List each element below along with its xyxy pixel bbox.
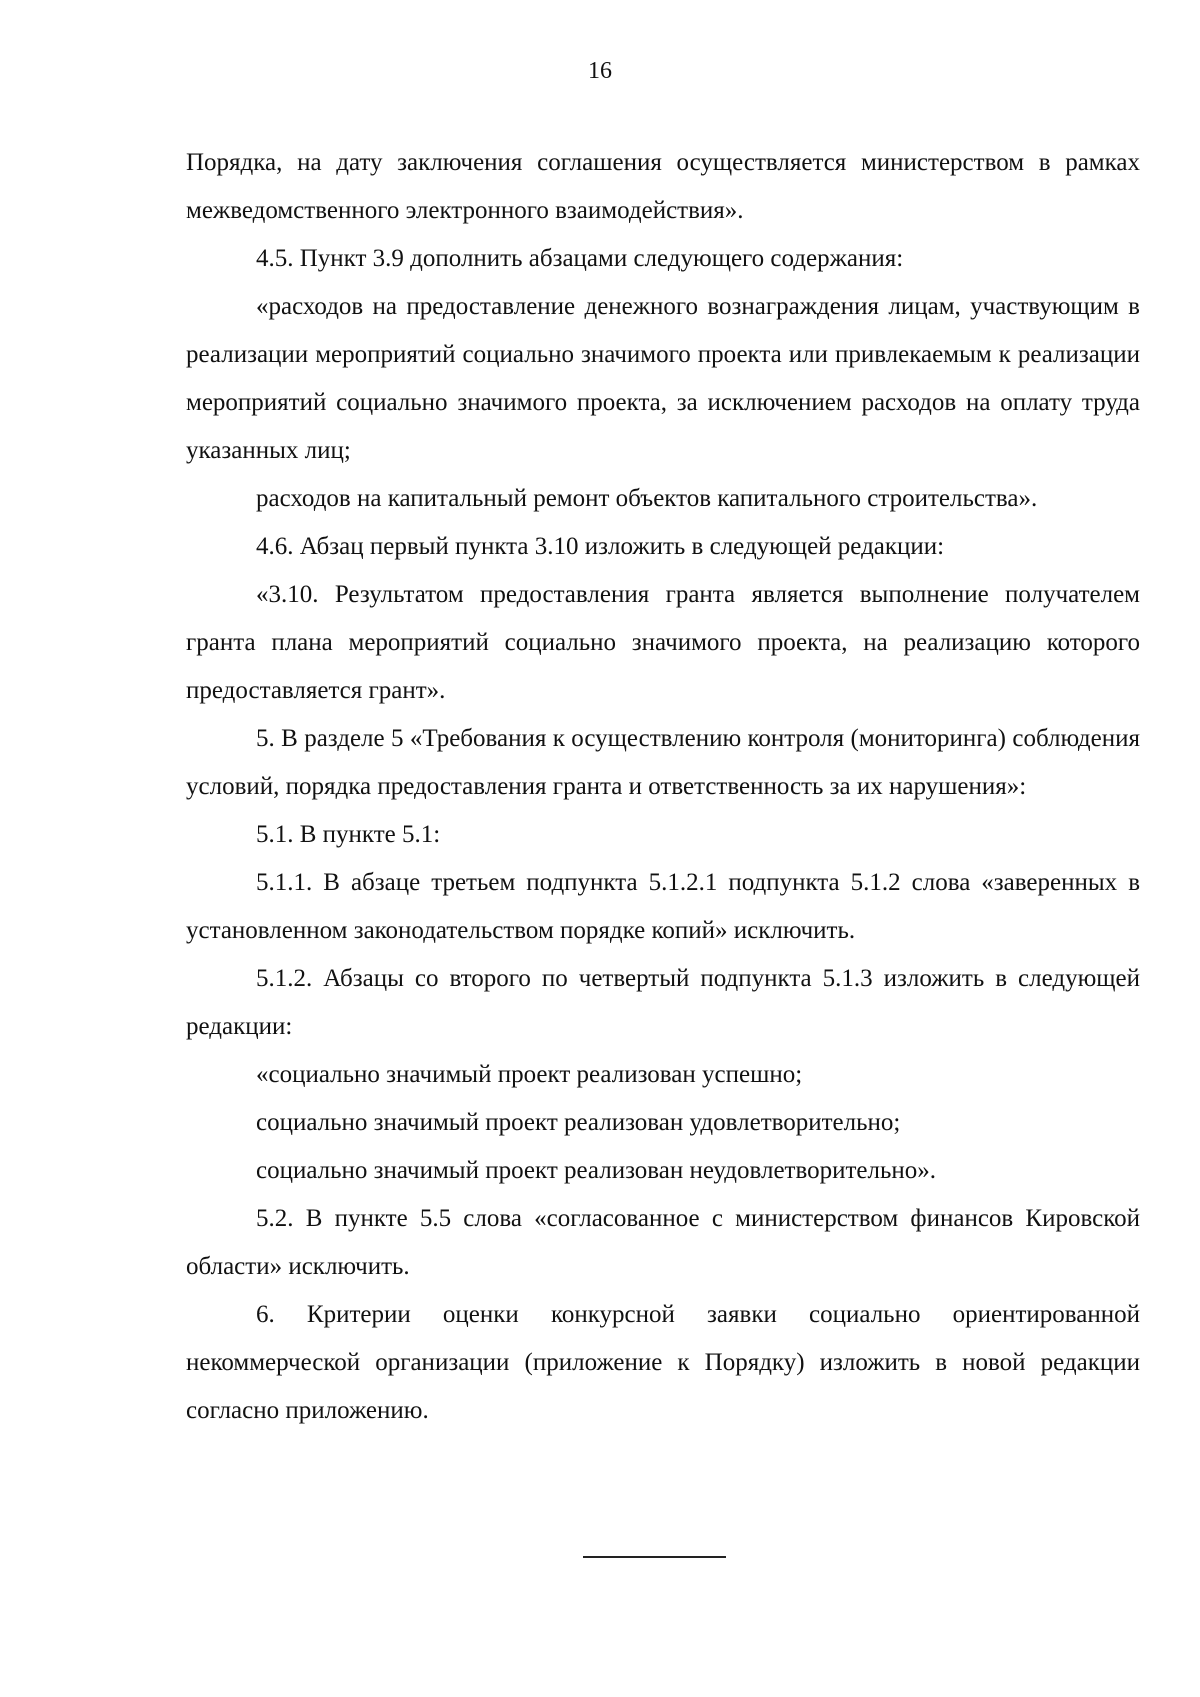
end-of-text-rule [583, 1556, 726, 1558]
paragraph-quote-successful: «социально значимый проект реализован успешно; [256, 1061, 803, 1088]
paragraph-quote-satisfactory: социально значимый проект реализован удовлетворительно; [256, 1109, 901, 1136]
paragraph-continuation: Порядка, на дату заключения соглашения осуществляется министерством в рамках межведомственного электронного взаимодействия». [186, 149, 1140, 224]
page-number: 16 [588, 58, 612, 84]
paragraph-5-1: 5.1. В пункте 5.1: [256, 821, 441, 848]
paragraph-5-1-2: 5.1.2. Абзацы со второго по четвертый подпункта 5.1.3 изложить в следующей редакции: [186, 965, 1140, 1040]
paragraph-6: 6. Критерии оценки конкурсной заявки социально ориентированной некоммерческой организации (приложение к Порядку) изложить в новой редакции согласно приложению. [186, 1301, 1140, 1424]
document-body [186, 139, 1140, 1435]
paragraph-5-1-1: 5.1.1. В абзаце третьем подпункта 5.1.2.1 подпункта 5.1.2 слова «заверенных в установленном законодательством порядке копий» исключить. [186, 869, 1140, 944]
paragraph-quote-unsatisfactory: социально значимый проект реализован неудовлетворительно». [256, 1157, 937, 1184]
paragraph-4-5-quote-expenses-reward: «расходов на предоставление денежного вознаграждения лицам, участвующим в реализации мероприятий социально значимого проекта или привлекаемым к реализации мероприятий социально значимого проекта, за исключением расходов на оплату труда указанных лиц; [186, 293, 1140, 464]
paragraph-5: 5. В разделе 5 «Требования к осуществлению контроля (мониторинга) соблюдения условий, порядка предоставления гранта и ответственность за их нарушения»: [186, 725, 1140, 800]
paragraph-4-5: 4.5. Пункт 3.9 дополнить абзацами следующего содержания: [256, 245, 904, 272]
paragraph-4-6: 4.6. Абзац первый пункта 3.10 изложить в следующей редакции: [256, 533, 945, 560]
paragraph-3-10-quote: «3.10. Результатом предоставления гранта является выполнение получателем гранта плана мероприятий социально значимого проекта, на реализацию которого предоставляется грант». [186, 581, 1140, 704]
paragraph-5-2: 5.2. В пункте 5.5 слова «согласованное с министерством финансов Кировской области» исключить. [186, 1205, 1140, 1280]
paragraph-4-5-quote-capital-repair: расходов на капитальный ремонт объектов капитального строительства». [256, 485, 1038, 512]
